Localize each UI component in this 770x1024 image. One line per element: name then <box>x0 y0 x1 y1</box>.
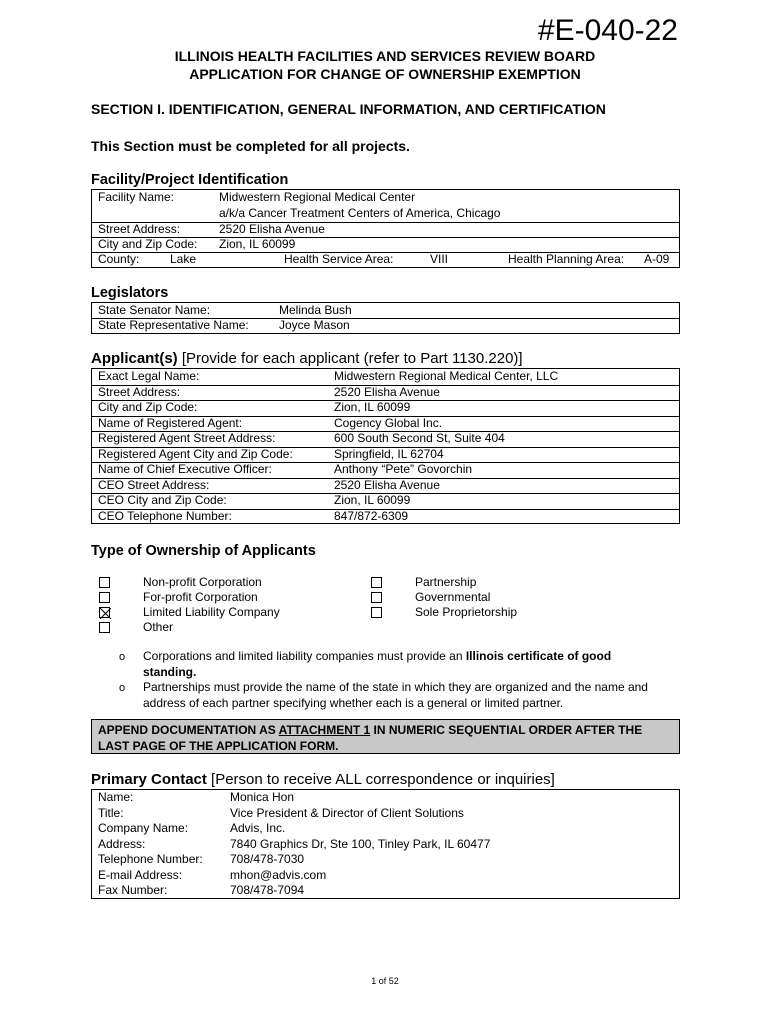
facility-name-value: Midwestern Regional Medical Center <box>219 190 416 204</box>
ownership-option-label: Partnership <box>415 575 477 589</box>
applicant-row-value: 600 South Second St, Suite 404 <box>334 431 505 445</box>
contact-row-value: 708/478-7030 <box>230 852 305 866</box>
applicant-row-label: CEO City and Zip Code: <box>98 493 227 507</box>
street-value: 2520 Elisha Avenue <box>219 222 325 236</box>
contact-row-value: Advis, Inc. <box>230 821 286 835</box>
applicant-table <box>91 368 680 524</box>
applicant-row-value: 2520 Elisha Avenue <box>334 384 440 399</box>
applicant-row-label: CEO Telephone Number: <box>98 508 232 523</box>
contact-row-label: Title: <box>98 805 124 820</box>
county-value: Lake <box>170 252 197 266</box>
applicant-row-value: Zion, IL 60099 <box>334 400 411 414</box>
ownership-checkbox[interactable] <box>371 577 382 588</box>
applicant-row-value: 847/872-6309 <box>334 508 409 523</box>
facility-table <box>91 189 680 268</box>
contact-row-label: Company Name: <box>98 821 189 835</box>
ownership-heading: Type of Ownership of Applicants <box>91 543 316 559</box>
board-title-line-1: ILLINOIS HEALTH FACILITIES AND SERVICES REVIEW BOARD <box>174 48 596 64</box>
applicant-row-label: City and Zip Code: <box>98 400 198 414</box>
row-divider <box>92 222 679 223</box>
hsa-value: VIII <box>430 252 449 266</box>
applicant-row-value: Springfield, IL 62704 <box>334 446 444 461</box>
applicant-row-value: Midwestern Regional Medical Center, LLC <box>334 369 559 383</box>
contact-heading-bold: Primary Contact <box>91 771 207 788</box>
attachment-1-link: ATTACHMENT 1 <box>278 723 371 737</box>
ownership-note-1 <box>143 649 653 680</box>
primary-contact-table <box>91 789 680 899</box>
ownership-note-1-text: Corporations and limited liability companies must provide an <box>143 649 466 663</box>
city-value: Zion, IL 60099 <box>219 237 296 251</box>
ownership-option-label: Limited Liability Company <box>143 605 280 619</box>
ownership-note-1-bold: Illinois certificate of good standing. <box>143 649 612 679</box>
applicant-row-value: Anthony “Pete” Govorchin <box>334 462 473 476</box>
append-text-pre: APPEND DOCUMENTATION AS <box>98 723 279 737</box>
applicant-row-value: 2520 Elisha Avenue <box>334 477 440 492</box>
contact-row-value: 708/478-7094 <box>230 883 305 897</box>
ownership-option-label: Other <box>143 620 174 634</box>
city-label: City and Zip Code: <box>98 237 198 251</box>
senator-label: State Senator Name: <box>98 303 211 317</box>
contact-row-value: Monica Hon <box>230 790 295 804</box>
bullet-2: o <box>119 682 126 694</box>
legislators-table <box>91 302 680 334</box>
applicant-row-value: Cogency Global Inc. <box>334 415 443 430</box>
county-label: County: <box>98 252 140 266</box>
applicant-row-value: Zion, IL 60099 <box>334 493 411 507</box>
contact-row-label: Fax Number: <box>98 883 168 897</box>
contact-row-label: E-mail Address: <box>98 867 183 882</box>
contact-row-label: Telephone Number: <box>98 852 203 866</box>
applicant-heading-bold: Applicant(s) <box>91 350 178 367</box>
hsa-label: Health Service Area: <box>284 252 394 266</box>
hpa-value: A-09 <box>644 252 670 266</box>
senator-value: Melinda Bush <box>279 303 352 317</box>
bullet-1: o <box>119 651 126 663</box>
ownership-checkbox[interactable] <box>371 592 382 603</box>
applicant-heading <box>91 350 523 367</box>
legislators-heading: Legislators <box>91 285 169 301</box>
hpa-label: Health Planning Area: <box>508 252 625 266</box>
contact-row-label: Name: <box>98 790 134 804</box>
ownership-checkbox[interactable] <box>99 577 110 588</box>
representative-value: Joyce Mason <box>279 318 350 332</box>
applicant-row-label: Name of Registered Agent: <box>98 415 243 430</box>
applicant-row-label: Registered Agent Street Address: <box>98 431 276 445</box>
street-label: Street Address: <box>98 222 181 236</box>
section-title: SECTION I. IDENTIFICATION, GENERAL INFORMATION, AND CERTIFICATION <box>91 101 606 117</box>
ownership-checkbox[interactable] <box>99 592 110 603</box>
board-title <box>0 47 770 83</box>
contact-heading-note: [Person to receive ALL correspondence or inquiries] <box>206 771 555 788</box>
representative-label: State Representative Name: <box>98 318 249 332</box>
applicant-row-label: Street Address: <box>98 384 181 399</box>
ownership-option-label: Non-profit Corporation <box>143 575 262 589</box>
contact-row-value: mhon@advis.com <box>230 867 327 882</box>
ownership-option-label: Sole Proprietorship <box>415 605 518 619</box>
ownership-option-label: Governmental <box>415 590 491 604</box>
section-note: This Section must be completed for all projects. <box>91 138 410 154</box>
facility-heading: Facility/Project Identification <box>91 172 289 188</box>
board-title-line-2: APPLICATION FOR CHANGE OF OWNERSHIP EXEMPTION <box>189 66 581 82</box>
append-documentation-banner <box>91 719 680 754</box>
ownership-note-2: Partnerships must provide the name of the state in which they are organized and the name and address of each partner specifying whether each is a general or limited partner. <box>143 680 648 710</box>
ownership-checkbox[interactable] <box>99 607 110 618</box>
applicant-row-label: CEO Street Address: <box>98 477 210 492</box>
applicant-row-label: Name of Chief Executive Officer: <box>98 462 272 476</box>
contact-row-value: Vice President & Director of Client Solutions <box>230 805 464 820</box>
facility-name-value-2: a/k/a Cancer Treatment Centers of America, Chicago <box>219 206 501 220</box>
primary-contact-heading <box>91 771 555 788</box>
ownership-checkbox[interactable] <box>99 622 110 633</box>
ownership-option-label: For-profit Corporation <box>143 590 258 604</box>
applicant-heading-note: [Provide for each applicant (refer to Part 1130.220)] <box>177 350 523 367</box>
applicant-row-label: Exact Legal Name: <box>98 369 200 383</box>
document-number: #E-040-22 <box>537 14 678 47</box>
applicant-row-label: Registered Agent City and Zip Code: <box>98 446 293 461</box>
contact-row-label: Address: <box>98 836 146 851</box>
ownership-checkbox[interactable] <box>371 607 382 618</box>
append-text-post: IN NUMERIC SEQUENTIAL ORDER AFTER THE LAST PAGE OF THE APPLICATION FORM. <box>98 723 643 753</box>
contact-row-value: 7840 Graphics Dr, Ste 100, Tinley Park, IL 60477 <box>230 836 491 851</box>
facility-name-label: Facility Name: <box>98 190 175 204</box>
page-number: 1 of 52 <box>371 976 399 986</box>
